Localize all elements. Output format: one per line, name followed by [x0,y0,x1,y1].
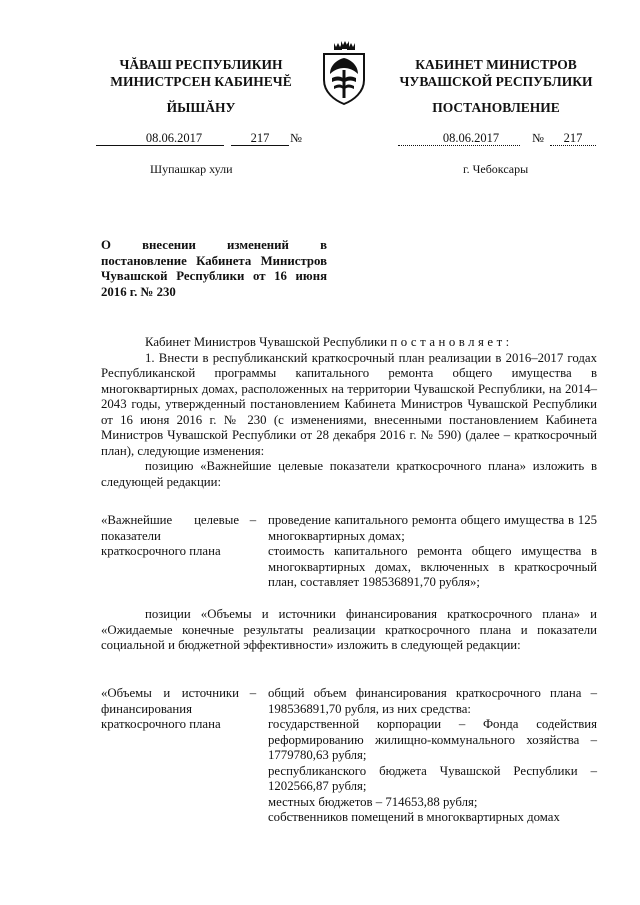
right-number-sign: № [532,131,544,145]
header-right-line2: ЧУВАШСКОЙ РЕСПУБЛИКИ [399,74,593,89]
document-subject: О внесении изменений в постановление Кабинета Министров Чувашской Республики от 16 июня 2016 г. № 230 [101,238,327,299]
preamble-decree: постановляет: [390,335,513,349]
table2-right-line: общий объем финансирования краткосрочного плана – 198536891,70 рубля, из них средства: [268,686,597,716]
right-number-field [550,131,596,146]
paragraph-3: позиции «Объемы и источники финансирования краткосрочного плана» и «Ожидаемые конечные результаты реализации краткосрочного плана и показатели социальной и бюджетной эффективности» изложить в следующей редакции: [101,607,597,652]
right-date-field [398,131,520,146]
place-right: г. Чебоксары [463,162,529,176]
left-number-sign: № [290,131,302,145]
place-left: Шупашкар хули [150,162,233,176]
position-table-1 [101,513,597,595]
table2-right-line: местных бюджетов – 714653,88 рубля; [268,794,478,809]
right-number: 217 [563,131,583,145]
paragraph-2: позицию «Важнейшие целевые показатели краткосрочного плана» изложить в следующей редакции: [101,459,597,489]
doc-type-right: ПОСТАНОВЛЕНИЕ [432,100,560,115]
preamble-start: Кабинет Министров Чувашской Республики [145,335,388,349]
table2-right-line: государственной корпорации – Фонда содействия реформированию жилищно-коммунального хозяйства – 1779780,63 рубля; [268,717,597,762]
table1-left: «Важнейшие целевые показатели краткосрочного плана [101,513,239,558]
header-right-line1: КАБИНЕТ МИНИСТРОВ [415,57,577,72]
table1-right-line: стоимость капитального ремонта общего имущества в многоквартирных домах, включенных в краткосрочный план, составляет 198536891,70 рубля»; [268,544,597,589]
header-right-title [386,56,606,90]
header-left-line1: ЧĂВАШ РЕСПУБЛИКИН [119,57,283,72]
table1-right [268,513,597,591]
doc-type-left: ЙЫШĂНУ [166,100,236,115]
table2-left: «Объемы и источники финансирования краткосрочного плана [101,686,239,731]
header-left-title [86,56,316,90]
left-number-field [231,131,289,146]
body-part1 [101,335,597,490]
preamble [101,335,597,351]
table2-dash: – [249,686,257,700]
table1-dash: – [249,513,257,527]
left-number: 217 [250,131,270,145]
table2-right-line: республиканского бюджета Чувашской Республики – 1202566,87 рубля; [268,763,597,793]
table2-right-line: собственников помещений в многоквартирных домах [268,810,560,824]
header-left-line2: МИНИСТРСЕН КАБИНЕЧĔ [110,74,292,89]
position-table-2 [101,686,597,836]
chuvash-coat-of-arms-icon [316,40,372,106]
table2-right [268,686,597,826]
table1-right-line: проведение капитального ремонта общего имущества в 125 многоквартирных домах; [268,513,597,543]
body-part2 [101,607,597,654]
paragraph-1: 1. Внести в республиканский краткосрочный план реализации в 2016–2017 годах Республиканской программы капитального ремонта общего имущества в многоквартирных домах, расположенных на территории Чувашской Республики, на 2014–2043 годы, утвержденный постановлением Кабинета Министров Чувашской Республики от 16 июня 2016 г. № 230 (с изменениями, внесенными постановлением Кабинета Министров Чувашской Республики от 28 декабря 2016 г. № 590) (далее – краткосрочный план), следующие изменения: [101,350,597,458]
left-date-field [96,131,224,146]
left-date: 08.06.2017 [145,131,203,145]
right-date: 08.06.2017 [442,131,500,145]
